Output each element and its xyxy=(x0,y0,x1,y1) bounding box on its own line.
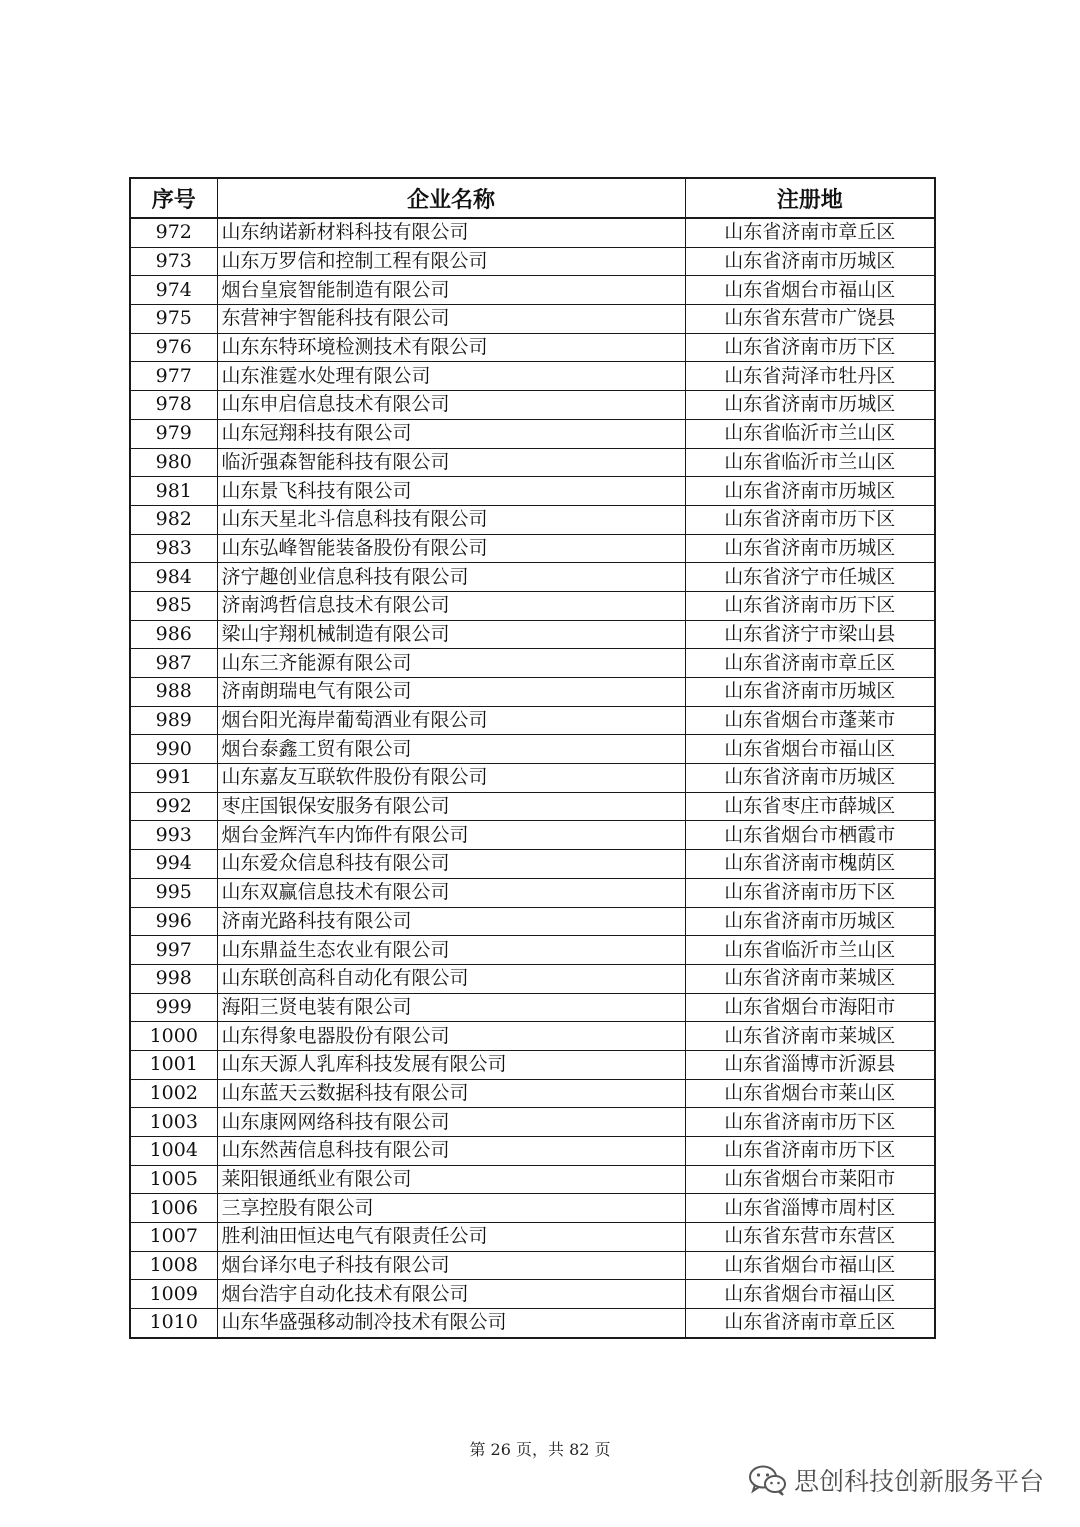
location-cell: 山东省烟台市福山区 xyxy=(685,1280,935,1309)
company-name-cell: 山东万罗信和控制工程有限公司 xyxy=(217,247,685,276)
company-name-cell: 临沂强森智能科技有限公司 xyxy=(217,448,685,477)
company-name-cell: 山东联创高科自动化有限公司 xyxy=(217,964,685,993)
company-name-cell: 梁山宇翔机械制造有限公司 xyxy=(217,620,685,649)
location-cell: 山东省济南市历城区 xyxy=(685,907,935,936)
table-row xyxy=(130,1280,935,1309)
company-name-cell: 山东弘峰智能装备股份有限公司 xyxy=(217,534,685,563)
location-cell: 山东省济南市章丘区 xyxy=(685,218,935,247)
serial-cell: 984 xyxy=(130,563,217,592)
watermark xyxy=(748,1462,1044,1498)
table-row xyxy=(130,1022,935,1051)
table-row xyxy=(130,649,935,678)
serial-cell: 1007 xyxy=(130,1223,217,1252)
location-cell: 山东省济宁市梁山县 xyxy=(685,620,935,649)
table-row xyxy=(130,448,935,477)
location-cell: 山东省烟台市福山区 xyxy=(685,1251,935,1280)
serial-cell: 992 xyxy=(130,792,217,821)
table-row xyxy=(130,419,935,448)
table-row xyxy=(130,620,935,649)
company-name-cell: 烟台阳光海岸葡萄酒业有限公司 xyxy=(217,706,685,735)
location-cell: 山东省济南市历城区 xyxy=(685,764,935,793)
table-row xyxy=(130,305,935,334)
serial-cell: 1009 xyxy=(130,1280,217,1309)
wechat-icon xyxy=(748,1464,788,1496)
company-name-cell: 山东蓝天云数据科技有限公司 xyxy=(217,1079,685,1108)
location-cell: 山东省济南市历城区 xyxy=(685,391,935,420)
table-row xyxy=(130,477,935,506)
company-name-cell: 济宁趣创业信息科技有限公司 xyxy=(217,563,685,592)
table-row xyxy=(130,391,935,420)
table-row xyxy=(130,878,935,907)
serial-cell: 994 xyxy=(130,850,217,879)
table-header-row xyxy=(130,178,935,218)
location-cell: 山东省济南市历下区 xyxy=(685,505,935,534)
table-row xyxy=(130,1223,935,1252)
location-cell: 山东省济南市历下区 xyxy=(685,591,935,620)
serial-cell: 1008 xyxy=(130,1251,217,1280)
table-row xyxy=(130,1108,935,1137)
company-name-cell: 济南鸿哲信息技术有限公司 xyxy=(217,591,685,620)
serial-cell: 982 xyxy=(130,505,217,534)
location-cell: 山东省临沂市兰山区 xyxy=(685,419,935,448)
serial-cell: 1006 xyxy=(130,1194,217,1223)
table-row xyxy=(130,821,935,850)
table-row xyxy=(130,1165,935,1194)
location-cell: 山东省淄博市沂源县 xyxy=(685,1050,935,1079)
serial-cell: 975 xyxy=(130,305,217,334)
serial-cell: 1002 xyxy=(130,1079,217,1108)
table-row xyxy=(130,1050,935,1079)
location-cell: 山东省济南市章丘区 xyxy=(685,1309,935,1338)
serial-cell: 1003 xyxy=(130,1108,217,1137)
table-row xyxy=(130,936,935,965)
serial-cell: 983 xyxy=(130,534,217,563)
location-cell: 山东省济南市章丘区 xyxy=(685,649,935,678)
location-cell: 山东省临沂市兰山区 xyxy=(685,936,935,965)
serial-cell: 997 xyxy=(130,936,217,965)
watermark-text: 思创科技创新服务平台 xyxy=(793,1467,1044,1496)
table-body xyxy=(130,218,935,1338)
header-serial: 序号 xyxy=(130,178,217,218)
company-name-cell: 三享控股有限公司 xyxy=(217,1194,685,1223)
location-cell: 山东省济南市莱城区 xyxy=(685,1022,935,1051)
company-name-cell: 烟台金辉汽车内饰件有限公司 xyxy=(217,821,685,850)
serial-cell: 991 xyxy=(130,764,217,793)
company-name-cell: 山东双赢信息技术有限公司 xyxy=(217,878,685,907)
location-cell: 山东省烟台市莱阳市 xyxy=(685,1165,935,1194)
location-cell: 山东省济南市槐荫区 xyxy=(685,850,935,879)
company-name-cell: 山东得象电器股份有限公司 xyxy=(217,1022,685,1051)
location-cell: 山东省烟台市栖霞市 xyxy=(685,821,935,850)
serial-cell: 999 xyxy=(130,993,217,1022)
table-row xyxy=(130,792,935,821)
header-company-name: 企业名称 xyxy=(217,178,685,218)
company-name-cell: 济南光路科技有限公司 xyxy=(217,907,685,936)
table-row xyxy=(130,362,935,391)
location-cell: 山东省济南市历下区 xyxy=(685,1137,935,1166)
company-name-cell: 山东华盛强移动制冷技术有限公司 xyxy=(217,1309,685,1338)
company-name-cell: 烟台泰鑫工贸有限公司 xyxy=(217,735,685,764)
company-name-cell: 山东纳诺新材料科技有限公司 xyxy=(217,218,685,247)
serial-cell: 981 xyxy=(130,477,217,506)
company-name-cell: 济南朗瑞电气有限公司 xyxy=(217,678,685,707)
company-name-cell: 山东三齐能源有限公司 xyxy=(217,649,685,678)
company-name-cell: 山东冠翔科技有限公司 xyxy=(217,419,685,448)
table-row xyxy=(130,218,935,247)
company-name-cell: 山东康网网络科技有限公司 xyxy=(217,1108,685,1137)
table-row xyxy=(130,563,935,592)
page-number: 第 26 页，共 82 页 xyxy=(469,1440,611,1459)
company-name-cell: 山东淮霆水处理有限公司 xyxy=(217,362,685,391)
location-cell: 山东省济南市历城区 xyxy=(685,477,935,506)
serial-cell: 972 xyxy=(130,218,217,247)
company-table xyxy=(129,177,936,1339)
location-cell: 山东省烟台市福山区 xyxy=(685,735,935,764)
company-name-cell: 烟台皇宸智能制造有限公司 xyxy=(217,276,685,305)
location-cell: 山东省济南市历城区 xyxy=(685,678,935,707)
location-cell: 山东省烟台市蓬莱市 xyxy=(685,706,935,735)
serial-cell: 998 xyxy=(130,964,217,993)
table-row xyxy=(130,907,935,936)
table-row xyxy=(130,591,935,620)
table-row xyxy=(130,534,935,563)
company-name-cell: 东营神宇智能科技有限公司 xyxy=(217,305,685,334)
table-row xyxy=(130,1137,935,1166)
serial-cell: 1010 xyxy=(130,1309,217,1338)
location-cell: 山东省济南市历下区 xyxy=(685,1108,935,1137)
company-name-cell: 山东天源人乳库科技发展有限公司 xyxy=(217,1050,685,1079)
serial-cell: 973 xyxy=(130,247,217,276)
serial-cell: 987 xyxy=(130,649,217,678)
location-cell: 山东省济南市历下区 xyxy=(685,878,935,907)
serial-cell: 989 xyxy=(130,706,217,735)
header-registered-location: 注册地 xyxy=(685,178,935,218)
table-row xyxy=(130,1194,935,1223)
table-row xyxy=(130,1309,935,1338)
table-row xyxy=(130,993,935,1022)
serial-cell: 993 xyxy=(130,821,217,850)
location-cell: 山东省枣庄市薛城区 xyxy=(685,792,935,821)
table-row xyxy=(130,964,935,993)
company-name-cell: 山东鼎益生态农业有限公司 xyxy=(217,936,685,965)
location-cell: 山东省济南市历城区 xyxy=(685,534,935,563)
location-cell: 山东省临沂市兰山区 xyxy=(685,448,935,477)
company-name-cell: 山东景飞科技有限公司 xyxy=(217,477,685,506)
serial-cell: 1001 xyxy=(130,1050,217,1079)
serial-cell: 985 xyxy=(130,591,217,620)
table-row xyxy=(130,764,935,793)
location-cell: 山东省烟台市海阳市 xyxy=(685,993,935,1022)
serial-cell: 986 xyxy=(130,620,217,649)
serial-cell: 978 xyxy=(130,391,217,420)
table-row xyxy=(130,247,935,276)
location-cell: 山东省济南市历下区 xyxy=(685,333,935,362)
serial-cell: 979 xyxy=(130,419,217,448)
table-row xyxy=(130,850,935,879)
serial-cell: 995 xyxy=(130,878,217,907)
location-cell: 山东省烟台市莱山区 xyxy=(685,1079,935,1108)
location-cell: 山东省东营市广饶县 xyxy=(685,305,935,334)
table-row xyxy=(130,706,935,735)
serial-cell: 976 xyxy=(130,333,217,362)
location-cell: 山东省淄博市周村区 xyxy=(685,1194,935,1223)
company-name-cell: 山东爱众信息科技有限公司 xyxy=(217,850,685,879)
serial-cell: 974 xyxy=(130,276,217,305)
location-cell: 山东省烟台市福山区 xyxy=(685,276,935,305)
location-cell: 山东省济南市历城区 xyxy=(685,247,935,276)
serial-cell: 990 xyxy=(130,735,217,764)
location-cell: 山东省东营市东营区 xyxy=(685,1223,935,1252)
serial-cell: 988 xyxy=(130,678,217,707)
company-name-cell: 烟台浩宇自动化技术有限公司 xyxy=(217,1280,685,1309)
company-name-cell: 莱阳银通纸业有限公司 xyxy=(217,1165,685,1194)
company-name-cell: 山东嘉友互联软件股份有限公司 xyxy=(217,764,685,793)
company-name-cell: 胜利油田恒达电气有限责任公司 xyxy=(217,1223,685,1252)
table-row xyxy=(130,678,935,707)
company-name-cell: 山东东特环境检测技术有限公司 xyxy=(217,333,685,362)
company-name-cell: 山东然茜信息科技有限公司 xyxy=(217,1137,685,1166)
serial-cell: 1004 xyxy=(130,1137,217,1166)
company-name-cell: 海阳三贤电装有限公司 xyxy=(217,993,685,1022)
table-row xyxy=(130,1079,935,1108)
table-row xyxy=(130,505,935,534)
serial-cell: 996 xyxy=(130,907,217,936)
company-name-cell: 烟台译尔电子科技有限公司 xyxy=(217,1251,685,1280)
table-row xyxy=(130,1251,935,1280)
location-cell: 山东省菏泽市牡丹区 xyxy=(685,362,935,391)
location-cell: 山东省济宁市任城区 xyxy=(685,563,935,592)
serial-cell: 980 xyxy=(130,448,217,477)
serial-cell: 1005 xyxy=(130,1165,217,1194)
table-row xyxy=(130,276,935,305)
table-row xyxy=(130,333,935,362)
company-name-cell: 山东申启信息技术有限公司 xyxy=(217,391,685,420)
serial-cell: 1000 xyxy=(130,1022,217,1051)
location-cell: 山东省济南市莱城区 xyxy=(685,964,935,993)
serial-cell: 977 xyxy=(130,362,217,391)
company-name-cell: 山东天星北斗信息科技有限公司 xyxy=(217,505,685,534)
table-row xyxy=(130,735,935,764)
company-name-cell: 枣庄国银保安服务有限公司 xyxy=(217,792,685,821)
